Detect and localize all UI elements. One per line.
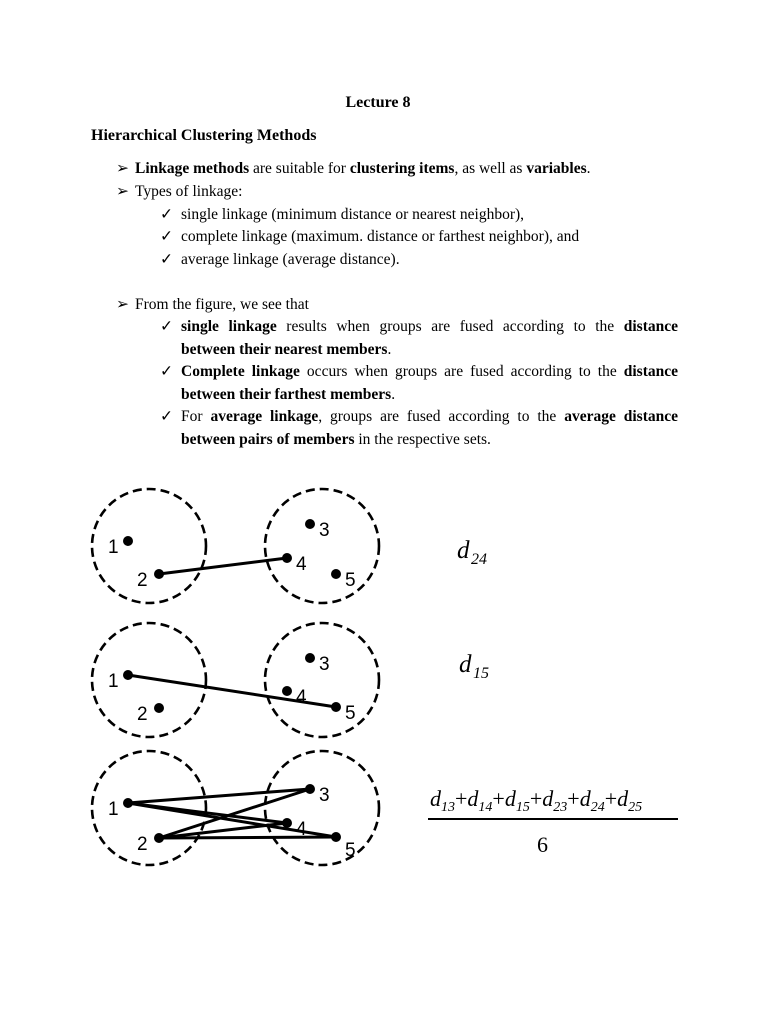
point (282, 818, 292, 828)
point-label: 4 (296, 687, 307, 708)
average-linkage-formula (428, 786, 678, 857)
lecture-title: Lecture 8 (345, 94, 411, 111)
point (305, 519, 315, 529)
cluster-circle (265, 751, 379, 865)
point (331, 569, 341, 579)
section-heading: Hierarchical Clustering Methods (91, 127, 317, 144)
average-linkage-denominator: 6 (537, 832, 548, 857)
average-linkage-description: For average linkage, groups are fused according to the average distance between pairs of members in the respective sets. (181, 408, 678, 448)
average-linkage-numerator: $d_{13}+d_{14}+d_{15}+d_{23}+d_{24}+d_{25}$ (430, 786, 643, 815)
point (305, 653, 315, 663)
svg-text:d: d (459, 651, 472, 678)
point-label: 1 (108, 537, 119, 558)
term-variables: variables (526, 160, 587, 177)
point-label: 2 (137, 834, 148, 855)
point-label: 3 (319, 785, 330, 806)
check-icon: ✓ (160, 206, 173, 223)
bullet-text: Types of linkage: (135, 183, 243, 200)
point-label: 1 (108, 671, 119, 692)
point-label: 5 (345, 840, 356, 861)
point-label: 1 (108, 799, 119, 820)
linkage-type-complete: complete linkage (maximum. distance or farthest neighbor), and (181, 228, 580, 245)
cluster-circle (265, 489, 379, 603)
point (331, 832, 341, 842)
arrow-bullet-icon: ➢ (116, 296, 129, 313)
point (123, 536, 133, 546)
point-label: 5 (345, 570, 356, 591)
point-label: 2 (137, 704, 148, 725)
point-label: 3 (319, 654, 330, 675)
point (331, 702, 341, 712)
point (305, 784, 315, 794)
point (282, 553, 292, 563)
linkage-type-single: single linkage (minimum distance or nearest neighbor), (181, 206, 525, 223)
point-label: 3 (319, 520, 330, 541)
bullet-text: Linkage methods are suitable for clustering items, as well as variables. (135, 160, 591, 177)
check-icon: ✓ (160, 408, 173, 425)
point-label: 4 (296, 554, 307, 575)
point (154, 703, 164, 713)
point (154, 569, 164, 579)
point-label: 5 (345, 703, 356, 724)
svg-text:15: 15 (473, 665, 489, 682)
check-icon: ✓ (160, 251, 173, 268)
term-linkage-methods: Linkage methods (135, 160, 250, 177)
check-icon: ✓ (160, 363, 173, 380)
cluster-circle (265, 623, 379, 737)
point (282, 686, 292, 696)
point (123, 798, 133, 808)
svg-text:d: d (457, 537, 470, 564)
point-label: 4 (296, 819, 307, 840)
point-label: 2 (137, 570, 148, 591)
svg-text:24: 24 (471, 551, 487, 568)
link-line (159, 837, 336, 838)
term-clustering-items: clustering items (349, 160, 455, 177)
single-linkage-formula (457, 537, 487, 568)
linkage-type-average: average linkage (average distance). (181, 251, 400, 268)
point (154, 833, 164, 843)
check-icon: ✓ (160, 318, 173, 335)
arrow-bullet-icon: ➢ (116, 160, 129, 177)
complete-linkage-description: Complete linkage occurs when groups are fused according to the distance between their farthest members. (181, 363, 678, 403)
link-line (128, 789, 310, 803)
single-linkage-description: single linkage results when groups are fused according to the distance between their nearest members. (181, 318, 678, 358)
complete-linkage-formula (459, 651, 489, 682)
point (123, 670, 133, 680)
bullet-text: From the figure, we see that (135, 296, 309, 313)
check-icon: ✓ (160, 228, 173, 245)
arrow-bullet-icon: ➢ (116, 183, 129, 200)
